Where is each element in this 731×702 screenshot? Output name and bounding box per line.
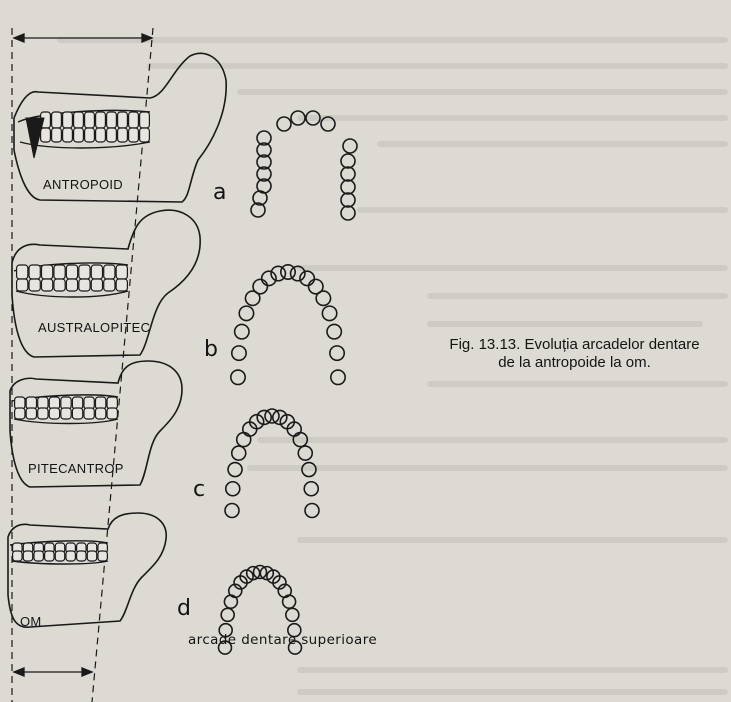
jaw-pitecantrop-tooth-top [38, 397, 48, 409]
jaw-australopitec-tooth-bottom [79, 279, 90, 291]
arches-footer-label: arcade dentare superioare [188, 632, 378, 648]
arch-a-left [251, 131, 271, 217]
arch-d-tooth [283, 595, 296, 608]
jaw-pitecantrop-tooth-top [26, 397, 36, 409]
jaw-antropoid-tooth-top [85, 112, 95, 128]
jaw-label-pitecantrop: PITECANTROP [28, 461, 124, 476]
arch-letter-b: b [204, 337, 218, 362]
arch-a-right-tooth [343, 139, 357, 153]
jaw-australopitec-tooth-bottom [116, 279, 127, 291]
arch-b-tooth [231, 370, 245, 384]
arch-letter-d: d [177, 596, 191, 621]
jaw-pitecantrop-tooth-bottom [49, 408, 59, 419]
arch-b-tooth [331, 370, 345, 384]
bottom-measure-arrow [14, 668, 92, 676]
jaw-pitecantrop-tooth-bottom [38, 408, 48, 419]
jaw-pitecantrop-tooth-bottom [72, 408, 82, 419]
jaw-pitecantrop-lower-gum [14, 419, 118, 424]
jaw-pitecantrop-tooth-top [95, 397, 105, 409]
arch-letter-c: c [193, 477, 206, 502]
arch-c [225, 409, 319, 518]
dental-arches-layer [219, 111, 358, 654]
arch-a-right-tooth [341, 154, 355, 168]
jaw-antropoid-tooth-bottom [129, 128, 139, 142]
jaw-pitecantrop-tooth-top [84, 397, 94, 409]
arch-a-right [341, 139, 357, 220]
jaw-om-tooth-bottom [34, 551, 43, 561]
jaw-antropoid-tooth-bottom [140, 128, 150, 142]
jaw-antropoid-tooth-top [140, 112, 150, 128]
figure-caption [418, 336, 731, 372]
arch-a-right-tooth [341, 167, 355, 181]
jaw-australopitec-tooth-bottom [91, 279, 102, 291]
jaw-pitecantrop-tooth-bottom [107, 408, 117, 419]
jaw-australopitec-tooth-top [17, 265, 28, 279]
jaw-australopitec-tooth-bottom [66, 279, 77, 291]
arch-c-tooth [298, 446, 312, 460]
jaw-australopitec-lower-gum [16, 291, 128, 297]
jaw-australopitec-tooth-bottom [104, 279, 115, 291]
jaw-australopitec-tooth-top [66, 265, 77, 279]
jaw-antropoid-tooth-top [63, 112, 73, 128]
jaw-pitecantrop-tooth-bottom [95, 408, 105, 419]
jaw-pitecantrop-tooth-top [107, 397, 117, 409]
jaws-layer [8, 53, 226, 627]
jaw-antropoid-tooth-top [118, 112, 128, 128]
arch-b-tooth [239, 306, 253, 320]
arch-d-tooth [286, 608, 299, 621]
jaw-australopitec-tooth-top [41, 265, 52, 279]
caption-line-2: de la antropoide la om. [498, 354, 651, 371]
arch-b-tooth [232, 346, 246, 360]
jaw-om-tooth-bottom [98, 551, 107, 561]
jaw-antropoid-tooth-bottom [63, 128, 73, 142]
jaw-antropoid-tooth-top [74, 112, 84, 128]
jaw-antropoid-tooth-bottom [52, 128, 62, 142]
arch-b-tooth [322, 306, 336, 320]
jaw-om-tooth-bottom [55, 551, 64, 561]
jaw-om-tooth-bottom [66, 551, 75, 561]
jaw-australopitec-tooth-bottom [29, 279, 40, 291]
jaw-antropoid-tooth-top [107, 112, 117, 128]
arch-c-tooth [305, 504, 319, 518]
jaw-pitecantrop-tooth-top [61, 397, 71, 409]
jaw-label-australopitec: AUSTRALOPITEC [38, 320, 151, 335]
jaw-pitecantrop-tooth-bottom [15, 408, 25, 419]
jaw-om-tooth-bottom [87, 551, 96, 561]
arch-b-tooth [281, 265, 295, 279]
jaw-australopitec-tooth-top [54, 265, 65, 279]
jaw-om-outline [8, 513, 166, 627]
jaw-om-tooth-bottom [23, 551, 32, 561]
arch-d-tooth [221, 608, 234, 621]
arch-b-tooth [316, 291, 330, 305]
jaw-om-tooth-bottom [77, 551, 86, 561]
jaw-label-om: OM [20, 614, 42, 629]
jaw-pitecantrop-tooth-top [15, 397, 25, 409]
jaw-australopitec-tooth-top [29, 265, 40, 279]
arch-c-tooth [237, 433, 251, 447]
arch-c-tooth [225, 504, 239, 518]
jaw-australopitec-tooth-bottom [17, 279, 28, 291]
jaw-antropoid-tooth-bottom [118, 128, 128, 142]
arch-c-tooth [304, 482, 318, 496]
jaw-pitecantrop-tooth-bottom [84, 408, 94, 419]
jaw-label-antropoid: ANTROPOID [43, 177, 123, 192]
arch-b [231, 265, 345, 385]
jaw-australopitec-tooth-top [79, 265, 90, 279]
arch-c-tooth [226, 482, 240, 496]
arch-a-right-tooth [341, 180, 355, 194]
arch-b-tooth [253, 279, 267, 293]
jaw-antropoid-tooth-bottom [85, 128, 95, 142]
jaw-antropoid-lower-gum [20, 142, 150, 148]
arch-a-front-tooth [277, 117, 291, 131]
jaw-australopitec-tooth-top [91, 265, 102, 279]
jaw-om-tooth-bottom [45, 551, 54, 561]
jaw-om [8, 513, 166, 627]
jaw-antropoid-tooth-top [52, 112, 62, 128]
arch-b-tooth [235, 324, 249, 338]
jaw-pitecantrop-tooth-top [72, 397, 82, 409]
jaw-pitecantrop-tooth-top [49, 397, 59, 409]
arch-a-right-tooth [341, 206, 355, 220]
arch-c-tooth [228, 463, 242, 477]
jaw-antropoid-tooth-top [129, 112, 139, 128]
jaw-pitecantrop-tooth-bottom [26, 408, 36, 419]
arch-c-tooth [232, 446, 246, 460]
arch-b-tooth [330, 346, 344, 360]
jaw-antropoid-tooth-bottom [41, 128, 51, 142]
jaw-om-tooth-bottom [13, 551, 22, 561]
arch-a-right-tooth [341, 193, 355, 207]
jaw-australopitec-tooth-top [104, 265, 115, 279]
jaw-pitecantrop-tooth-bottom [61, 408, 71, 419]
jaw-antropoid-tooth-bottom [107, 128, 117, 142]
jaw-australopitec-tooth-top [116, 265, 127, 279]
jaw-antropoid-tooth-bottom [74, 128, 84, 142]
jaw-antropoid-tooth-bottom [96, 128, 106, 142]
jaw-australopitec-tooth-bottom [41, 279, 52, 291]
jaw-australopitec-tooth-bottom [54, 279, 65, 291]
jaw-antropoid-tooth-top [96, 112, 106, 128]
caption-line-1: Fig. 13.13. Evoluția arcadelor dentare [449, 336, 700, 353]
arch-b-tooth [327, 324, 341, 338]
arch-letter-a: a [213, 180, 227, 205]
